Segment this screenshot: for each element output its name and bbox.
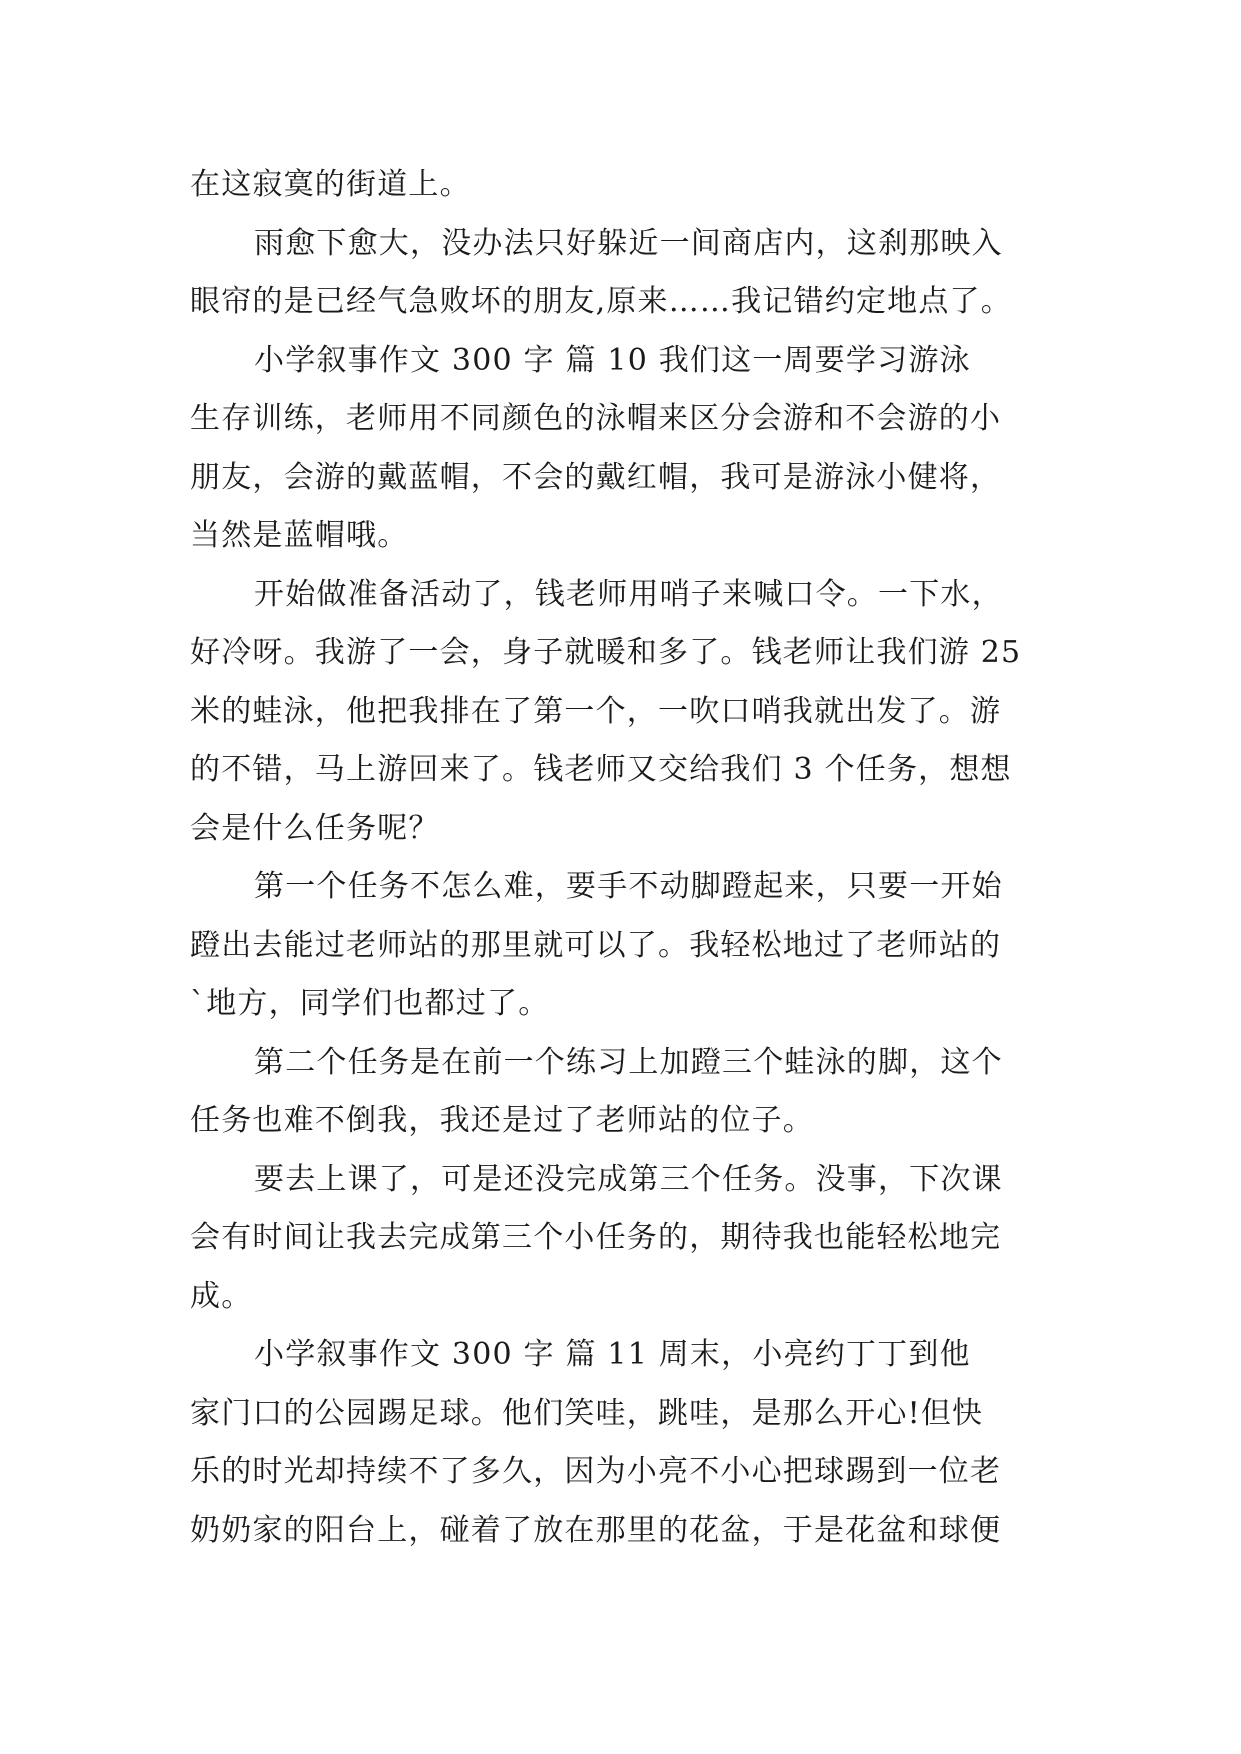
- text-line: 会是什么任务呢？: [190, 810, 440, 846]
- text-line: `地方，同学们也都过了。: [190, 986, 550, 1021]
- text-line: 奶奶家的阳台上，碰着了放在那里的花盆，于是花盆和球便: [190, 1512, 1002, 1548]
- section-heading-line: 小学叙事作文 300 字 篇 11 周末，小亮约丁丁到他: [254, 1337, 971, 1372]
- text-line: 米的蛙泳，他把我排在了第一个，一吹口哨我就出发了。游: [190, 693, 1002, 729]
- text-line: 蹬出去能过老师站的那里就可以了。我轻松地过了老师站的: [190, 927, 1002, 963]
- text-line: 乐的时光却持续不了多久，因为小亮不小心把球踢到一位老: [190, 1454, 1002, 1489]
- text-line: 好冷呀。我游了一会，身子就暖和多了。钱老师让我们游 25: [190, 635, 1022, 670]
- text-line: 第二个任务是在前一个练习上加蹬三个蛙泳的脚，这个: [254, 1044, 1003, 1080]
- text-line: 在这寂寞的街道上。: [190, 167, 471, 202]
- text-line: 任务也难不倒我，我还是过了老师站的位子。: [190, 1103, 814, 1138]
- document-body: [190, 156, 1070, 1560]
- text-line: 第一个任务不怎么难，要手不动脚蹬起来，只要一开始: [254, 869, 1003, 904]
- text-line: 家门口的公园踢足球。他们笑哇，跳哇，是那么开心!但快: [190, 1395, 984, 1431]
- section-heading-line: 小学叙事作文 300 字 篇 10 我们这一周要学习游泳: [254, 342, 971, 378]
- text-line: 要去上课了，可是还没完成第三个任务。没事，下次课: [254, 1161, 1003, 1197]
- text-line: 的不错，马上游回来了。钱老师又交给我们 3 个任务，想想: [190, 752, 1012, 787]
- text-line: 成。: [190, 1278, 253, 1314]
- text-line: 会有时间让我去完成第三个小任务的，期待我也能轻松地完: [190, 1220, 1002, 1255]
- text-line: 眼帘的是已经气急败坏的朋友,原来……我记错约定地点了。: [190, 284, 1012, 319]
- text-line: 生存训练，老师用不同颜色的泳帽来区分会游和不会游的小: [190, 401, 1002, 436]
- text-line: 雨愈下愈大，没办法只好躲近一间商店内，这刹那映入: [254, 225, 1003, 261]
- text-line: 朋友，会游的戴蓝帽，不会的戴红帽，我可是游泳小健将，: [190, 459, 1002, 495]
- text-line: 当然是蓝帽哦。: [190, 518, 409, 553]
- text-line: 开始做准备活动了，钱老师用哨子来喊口令。一下水，: [254, 576, 1003, 612]
